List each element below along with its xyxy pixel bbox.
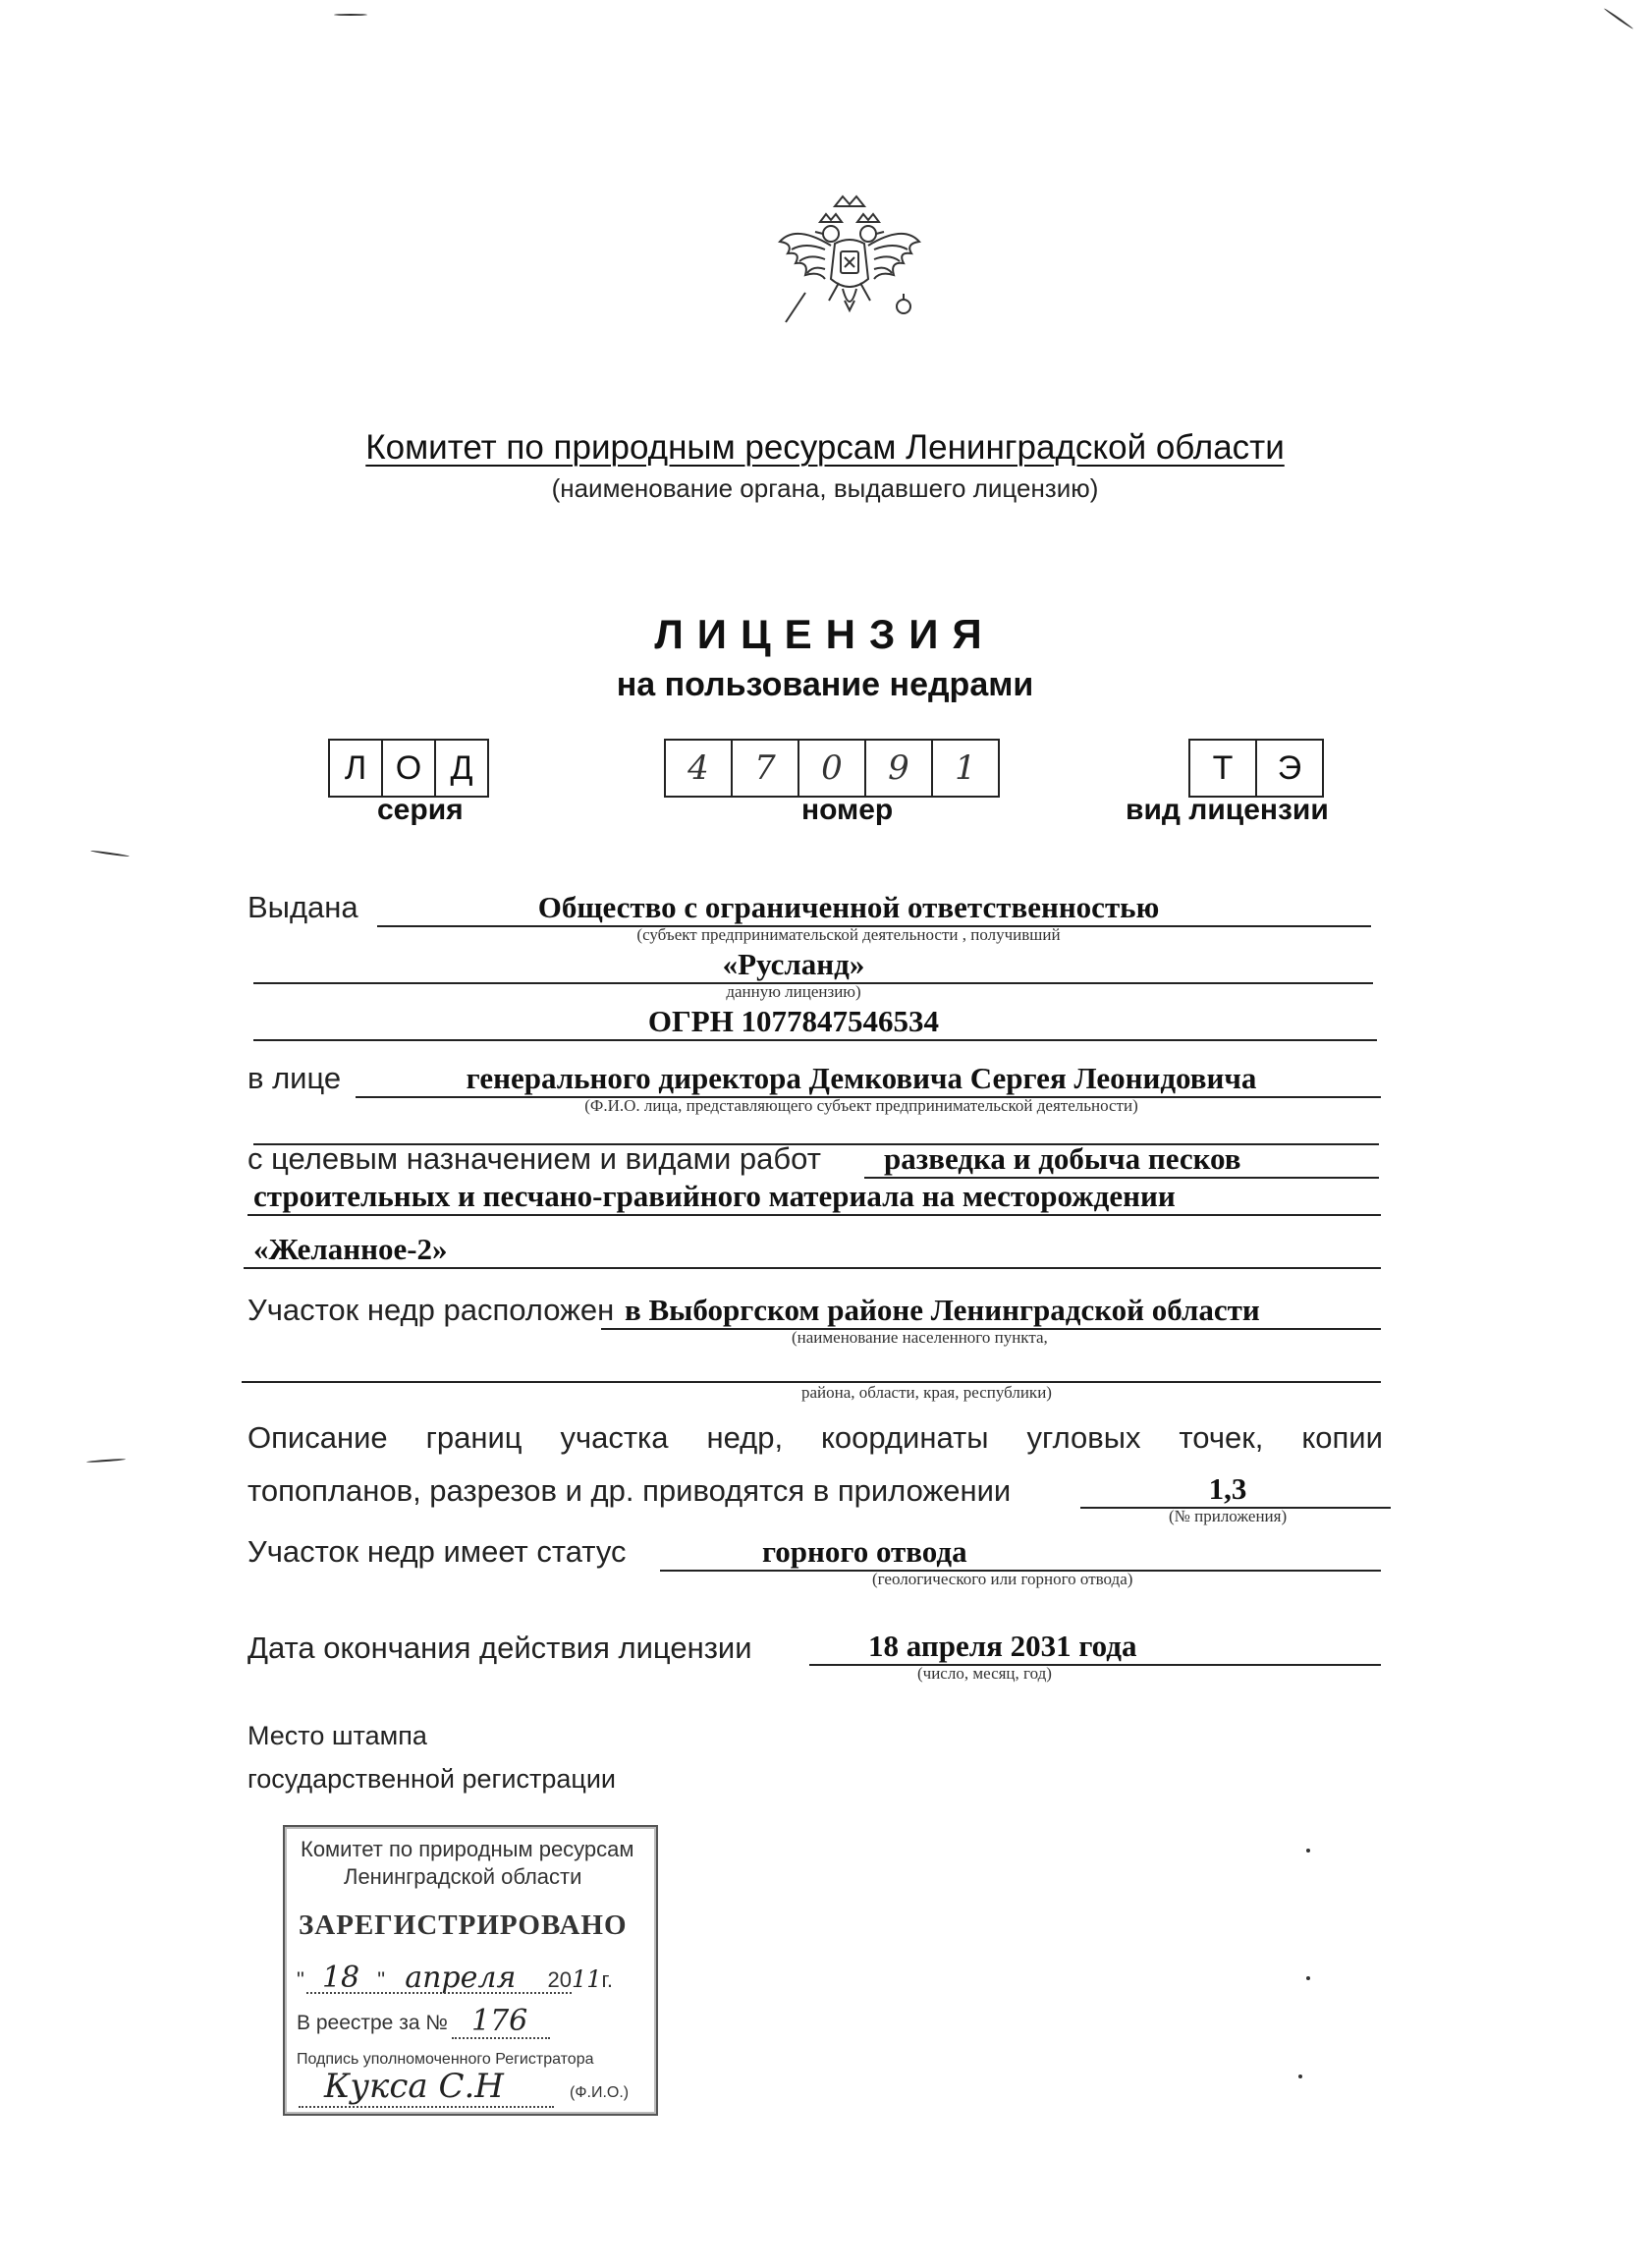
number-cell: 1 — [955, 748, 976, 788]
expiry-label: Дата окончания действия лицензии — [248, 1631, 752, 1665]
stamp-signature-rule — [299, 2106, 554, 2108]
issued-company-line1: Общество с ограниченной ответственностью — [537, 890, 1160, 924]
scan-mark — [86, 1459, 126, 1464]
description-word: точек, — [1179, 1420, 1264, 1455]
location-hint1: (наименование населенного пункта, — [792, 1328, 1048, 1347]
purpose-line3-rule — [244, 1267, 1381, 1269]
scan-mark — [1298, 2074, 1302, 2078]
scan-mark — [1306, 1849, 1310, 1853]
description-word: копии — [1301, 1420, 1383, 1455]
purpose-line3: «Желанное-2» — [253, 1232, 448, 1266]
appendix-hint: (№ приложения) — [1169, 1507, 1288, 1525]
number-boxes — [664, 739, 1000, 798]
purpose-line2: строительных и песчано-гравийного материала на месторождении — [253, 1179, 1176, 1213]
issued-hint1: (субъект предпринимательской деятельности , получивший — [636, 925, 1061, 944]
stamp-signature-label: Подпись уполномоченного Регистратора — [297, 2051, 594, 2068]
stamp-org-line2: Ленинградской области — [344, 1864, 582, 1889]
status-value: горного отвода — [762, 1534, 967, 1569]
scan-mark — [1306, 1976, 1310, 1980]
stamp-year-hand: 11 — [571, 1965, 602, 1993]
issued-company-line2: «Русланд» — [722, 947, 865, 981]
issued-hint2: данную лицензию) — [726, 982, 861, 1001]
location-hint2: района, области, края, республики) — [801, 1383, 1052, 1402]
location-label: Участок недр расположен — [248, 1293, 615, 1327]
stamp-place-line1: Место штампа — [248, 1721, 427, 1750]
scan-mark — [334, 14, 367, 16]
number-cell: 9 — [866, 741, 933, 796]
scan-mark — [1604, 8, 1634, 29]
number-cell: 0 — [799, 741, 866, 796]
description-word: координаты — [821, 1420, 989, 1455]
stamp-org-line1: Комитет по природным ресурсам — [301, 1837, 634, 1861]
type-boxes — [1188, 739, 1324, 798]
stamp-place-line2: государственной регистрации — [248, 1764, 616, 1794]
appendix-number: 1,3 — [1208, 1471, 1247, 1506]
issued-ogrn: ОГРН 1077847546534 — [647, 1004, 940, 1038]
scan-mark — [90, 850, 130, 857]
description-word: границ — [425, 1420, 522, 1455]
location-value: в Выборгском районе Ленинградской области — [625, 1293, 1260, 1327]
description-line2: топопланов, разрезов и др. приводятся в приложении — [248, 1473, 1012, 1508]
expiry-rule — [809, 1664, 1381, 1666]
type-cell: Э — [1277, 748, 1302, 787]
description-word: Описание — [248, 1420, 388, 1455]
issuing-authority-name: Комитет по природным ресурсам Ленинградской области — [365, 428, 1285, 467]
stamp-date-month: апреля — [405, 1961, 517, 1995]
stamp-signature-name: Кукса С.Н — [324, 2067, 504, 2106]
coat-of-arms-emblem — [766, 185, 933, 332]
type-cell: Т — [1190, 741, 1257, 796]
status-label: Участок недр имеет статус — [248, 1534, 627, 1569]
stamp-registry-number: 176 — [471, 2004, 528, 2038]
stamp-year-prefix: 20 — [547, 1967, 572, 1992]
purpose-label: с целевым назначением и видами работ — [248, 1141, 821, 1176]
description-line1 — [248, 1420, 1383, 1456]
stamp-date-rule — [306, 1992, 572, 1994]
number-cell: 7 — [733, 741, 799, 796]
represented-label: в лице — [248, 1061, 342, 1095]
series-cell: Л — [330, 741, 383, 796]
issued-line3-rule — [253, 1039, 1377, 1041]
license-subtitle: на пользование недрами — [616, 666, 1034, 703]
represented-hint: (Ф.И.О. лица, представляющего субъект предпринимательской деятельности) — [584, 1096, 1138, 1115]
number-cell: 4 — [666, 741, 733, 796]
expiry-value: 18 апреля 2031 года — [868, 1629, 1137, 1663]
purpose-line1: разведка и добыча песков — [884, 1141, 1241, 1176]
description-word: недр, — [706, 1420, 784, 1455]
issuing-authority-hint: (наименование органа, выдавшего лицензию) — [551, 473, 1099, 503]
series-boxes — [328, 739, 489, 798]
type-label: вид лицензии — [1126, 794, 1329, 826]
description-word: угловых — [1026, 1420, 1141, 1455]
stamp-date-row: " 18 " апреля 2011г. — [297, 1961, 613, 1995]
number-label: номер — [801, 794, 894, 826]
series-cell: Д — [450, 748, 473, 787]
stamp-registered: ЗАРЕГИСТРИРОВАНО — [299, 1909, 628, 1941]
series-label: серия — [377, 794, 464, 826]
represented-value: генерального директора Демковича Сергея Леонидовича — [466, 1061, 1257, 1095]
registration-stamp — [283, 1825, 658, 2116]
license-title: ЛИЦЕНЗИЯ — [654, 611, 996, 657]
stamp-fio-label: (Ф.И.О.) — [570, 2084, 630, 2101]
description-word: участка — [560, 1420, 669, 1455]
stamp-registry-rule — [452, 2037, 550, 2039]
status-hint: (геологического или горного отвода) — [872, 1570, 1133, 1588]
stamp-registry-label: В реестре за № — [297, 2012, 448, 2034]
stamp-year-suffix: г. — [601, 1967, 613, 1992]
expiry-hint: (число, месяц, год) — [917, 1664, 1052, 1683]
stamp-date-day: 18 — [321, 1961, 360, 1995]
series-cell: О — [383, 741, 436, 796]
issued-label: Выдана — [248, 890, 358, 924]
purpose-line2-rule — [248, 1214, 1381, 1216]
